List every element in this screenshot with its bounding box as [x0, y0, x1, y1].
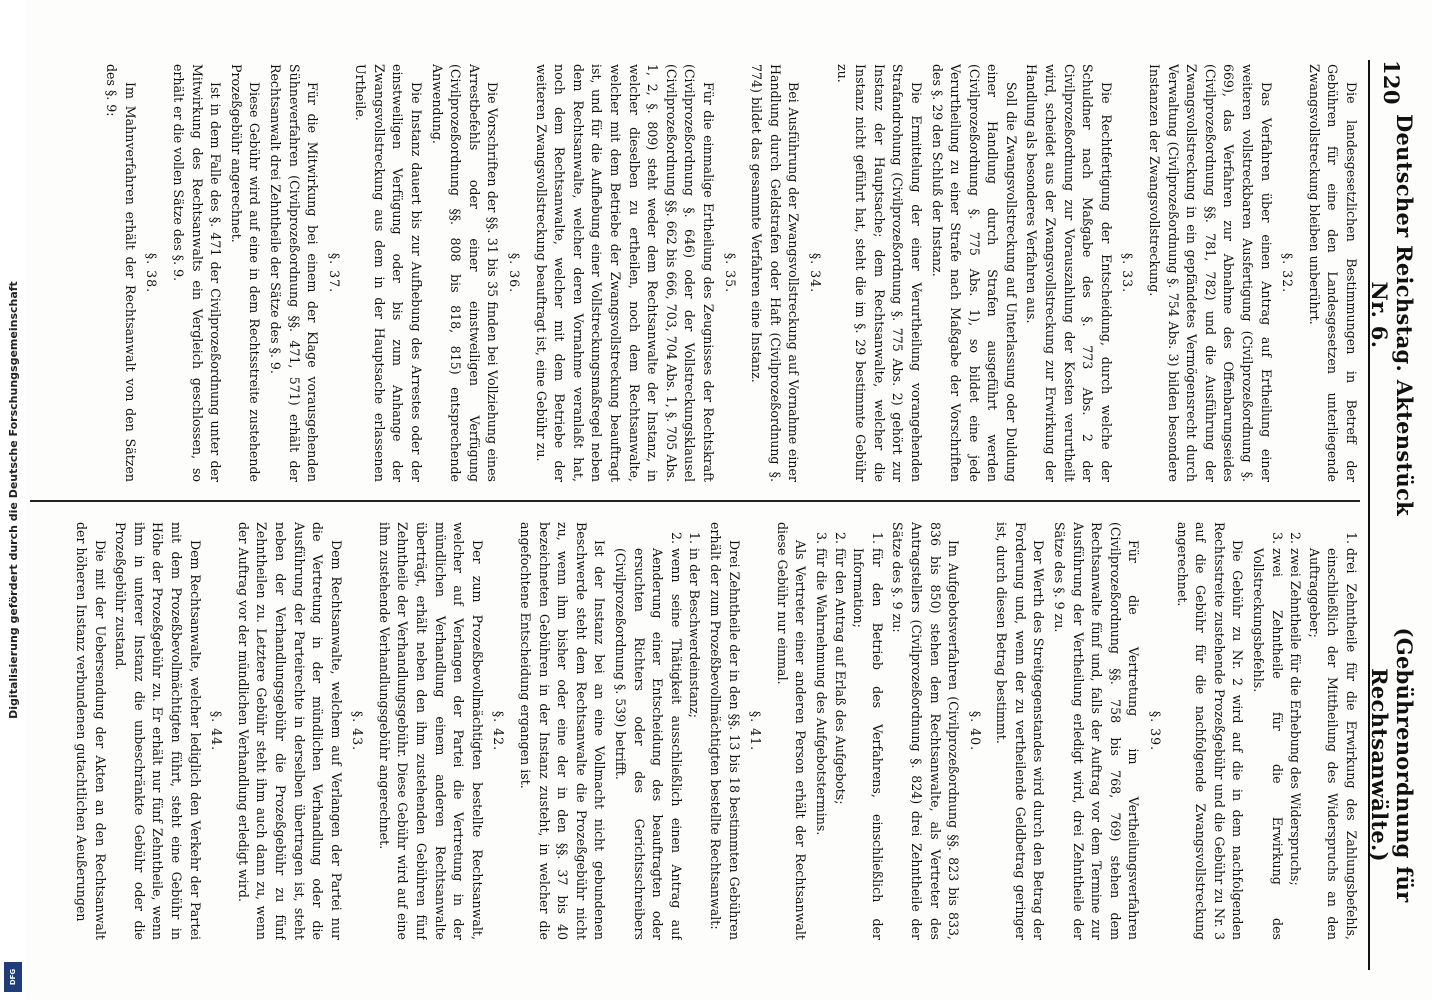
numbered-list: [610, 522, 703, 940]
section-heading: §. 32.: [1280, 252, 1296, 294]
paragraph: Die Ermittelung der einer Verurtheilung vorangehenden Strafandrohung (Civilprozeßordnung §. 775 Abs. 2) gehört zur Instanz der Hauptsache; dem Rechtsanwalte, welcher die Instanz nicht geführt hat, steht die im §. 29 bestimmte Gebühr zu.: [834, 64, 924, 482]
section-heading: §. 38.: [144, 252, 160, 294]
right-text-column: [20, 522, 1360, 940]
paragraph: Dem Rechtsanwalte, welcher lediglich den Verkehr der Partei mit dem Prozeßbevollmächtigten führt, steht eine Gebühr in Höhe der Prozeßgebühr zu. Er erhält nur fünf Zehntheile, wenn ihm in unterer Instanz die unbeschränkte Gebühr oder die Prozeßgebühr zustand.: [113, 522, 203, 940]
list-item: 2. wenn seine Thätigkeit ausschließlich einen Antrag auf Aenderung einer Entscheidung des beauftragten oder ersuchten Richters oder des Gerichtsschreibers (Civilprozeßordnung §. 539) betrifft.: [610, 548, 684, 940]
paragraph: Bei Ausführung der Zwangsvollstreckung auf Vornahme einer Handlung durch Geldstrafen oder Haft (Civilprozeßordnung §. 774) bildet das gesammte Verfahren eine Instanz.: [749, 64, 802, 482]
paragraph: Die landesgesetzlichen Bestimmungen in Betreff der Gebühren für eine den Landesgesetzen unterliegende Zwangsvollstreckung bleiben unberührt.: [1306, 64, 1359, 482]
list-item: 1. in der Beschwerdeinstanz;: [685, 548, 704, 940]
list-item: 3. für die Wahrnehmung des Aufgebotstermins.: [811, 548, 830, 940]
paragraph: Die Vorschriften der §§. 31 bis 35 finden bei Vollziehung eines Arrestbefehls oder einer einstweiligen Verfügung (Civilprozeßordnung §§. 808 bis 818, 815) entsprechende Anwendung.: [429, 64, 501, 482]
dfg-logo: [4, 962, 22, 992]
paragraph: Ist in dem Falle des §. 471 der Civilprozeßordnung unter der Mitwirkung des Rechtsanwalts ein Vergleich geschlossen, so erhält er die vollen Sätze des §. 9.: [170, 64, 224, 482]
paragraph: Die mit der Uebersendung der Akten an den Rechtsanwalt der höheren Instanz verbundenen gutachtlichen Aeußerungen: [74, 522, 108, 940]
section-heading: §. 41.: [748, 710, 764, 752]
section-heading: §. 35.: [722, 252, 738, 294]
paragraph: Die Gebühr zu Nr. 2 wird auf die in dem nachfolgenden Rechtsstreite zustehende Prozeßgebühr und die Gebühr zu Nr. 3 auf die Gebühr für die nachfolgende Zwangsvollstreckung angerechnet.: [1174, 522, 1246, 940]
digitization-sidebar: [0, 0, 26, 1000]
section-heading: §. 34.: [807, 252, 823, 294]
paragraph: Der zum Prozeßbevollmächtigten bestellte Rechtsanwalt, welcher auf Verlangen der Partei die Vertretung in der mündlichen Verhandlung einem anderen Rechtsanwalte überträgt, erhält neben den ihm zustehenden Gebühren fünf Zehntheile der Verhandlungsgebühr. Diese Gebühr wird auf eine ihm zustehende Verhandlungsgebühr angerechnet.: [376, 522, 485, 940]
column-divider: [30, 500, 1360, 502]
section-heading: §. 42.: [491, 710, 507, 752]
section-heading: §. 40.: [967, 710, 983, 752]
left-text-column: [20, 64, 1360, 482]
paragraph: Die Instanz dauert bis zur Aufhebung des Arrestes oder der einstweiligen Verfügung oder bis zum Anhange der Zwangsvollstreckung aus dem in der Hauptsache erlassenen Urtheile.: [353, 64, 425, 482]
dfg-logo-text: DFG: [9, 968, 17, 986]
list-item: 2. zwei Zehntheile für die Erhebung des Widerspruchs;: [1286, 548, 1305, 940]
paragraph: Drei Zehntheile der in den §§. 13 bis 18 bestimmten Gebühren erhält der zum Prozeßbevollmächtigten bestellte Rechtsanwalt:: [708, 522, 742, 940]
section-heading: §. 37.: [326, 252, 342, 294]
numbered-list: [1248, 522, 1360, 940]
paragraph: Die Rechtfertigung der Entscheidung, durch welche der Schuldner nach Maßgabe des §. 773 Abs. 2 der Civilprozeßordnung zur Vorauszahlung der Kosten verurtheilt wird, scheidet aus der Zwangsvollstreckung zur Erwirkung der Handlung als besonderes Verfahren aus.: [1024, 64, 1114, 482]
paragraph: Diese Gebühr wird auf eine in dem Rechtsstreite zustehende Prozeßgebühr angerechnet.: [228, 64, 263, 482]
paragraph: Im Mahnverfahren erhält der Rechtsanwalt von den Sätzen des §. 9:: [104, 64, 138, 482]
paragraph: Für die einmalige Ertheilung des Zeugnisses der Rechtskraft (Civilprozeßordnung §. 646) oder der Vollstreckungsklausel (Civilprozeßordnung §§. 662 bis 666, 703, 704 Abs. 1, §. 705 Abs. 1, 2, §. 809) steht weder dem Rechtsanwalte der Instanz, in welcher dieselben zu ertheilen, noch dem Rechtsanwalte, welcher mit dem Betriebe der Zwangsvollstreckung beauftragt ist, und für die Aufhebung einer Vollstreckungsmaßregel neben dem Rechtsanwalte, welcher deren Vornahme veranlaßt hat, noch dem Rechtsanwalte, welcher mit dem Betriebe der weiteren Zwangsvollstreckung beauftragt ist, eine Gebühr zu.: [533, 64, 716, 482]
digitization-note: Digitalisierung gefördert durch die Deutsche Forschungsgemeinschaft: [6, 281, 20, 719]
paragraph: Ist der Instanz bei an eine Vollmacht nicht gebundenen Beschwerde steht dem Rechtsanwalte die Prozeßgebühr nicht zu, wenn ihm bisher oder eine der in den §§. 37 bis 40 bezeichneten Gebühren in der Instanz zusteht, in welcher die angefochtene Entscheidung ergangen ist.: [518, 522, 608, 940]
paragraph: Soll die Zwangsvollstreckung auf Unterlassung oder Duldung einer Handlung durch Strafen ausgeführt werden (Civilprozeßordnung §. 775 Abs. 1), so bildet eine jede Verurtheilung zu einer Strafe nach Maßgabe der Vorschriften des §. 29 den Schluß der Instanz.: [929, 64, 1019, 482]
section-heading: §. 44.: [209, 710, 225, 752]
header-left-title: Deutscher Reichstag. Aktenstück Nr. 6.: [1367, 113, 1417, 517]
section-heading: §. 39.: [1148, 710, 1164, 752]
paragraph: Als Vertreter einer anderen Person erhält der Rechtsanwalt diese Gebühr nur einmal.: [774, 522, 809, 940]
section-heading: §. 43.: [350, 710, 366, 752]
list-item: 3. zwei Zehntheile für die Erwirkung des Vollstreckungsbefehls.: [1248, 548, 1285, 940]
list-item: 1. drei Zehntheile für die Erwirkung des Zahlungsbefehls, einschließlich der Mittheilung des Widerspruchs an den Auftraggeber;: [1304, 548, 1360, 940]
paragraph: Für die Vertretung im Vertheilungsverfahren (Civilprozeßordnung §§. 758 bis 768, 769) stehen dem Rechtsanwalte fünf und, falls der Auftrag vor dem Termine zur Ausführung der Vertheilung erledigt wird, drei Zehntheile der Sätze des §. 9 zu.: [1052, 522, 1142, 940]
paragraph: Das Verfahren über einen Antrag auf Ertheilung einer weiteren vollstreckbaren Ausfertigung (Civilprozeßordnung §. 669), das Verfahren zur Abnahme des Offenbarungseides (Civilprozeßordnung §§. 781, 782) und die Ausführung der Zwangsvollstreckung in ein gepfändetes Vermögensrecht durch Verwaltung (Civilprozeßordnung §. 754 Abs. 3) bilden besondere Instanzen der Zwangsvollstreckung.: [1147, 64, 1274, 482]
list-item: 2. für den Antrag auf Erlaß des Aufgebots;: [830, 548, 849, 940]
paragraph: Im Aufgebotsverfahren (Civilprozeßordnung §§. 823 bis 833, 836 bis 850) stehen dem Rechtsanwalte, als Vertreter des Antragstellers (Civilprozeßordnung §. 824) drei Zehntheile der Sätze des §. 9 zu:: [890, 522, 962, 940]
paragraph: Dem Rechtsanwalte, welchem auf Verlangen der Partei nur die Vertretung in der mündlichen Verhandlung oder die Ausführung der Parteirechte in derselben übertragen ist, steht neben der Verhandlungsgebühr die Prozeßgebühr zu fünf Zehntheilen zu. Letztere Gebühr steht ihm auch dann zu, wenn der Auftrag vor der mündlichen Verhandlung erledigt wird.: [235, 522, 344, 940]
section-heading: §. 33.: [1120, 252, 1136, 294]
numbered-list: [811, 522, 885, 940]
paragraph: Der Werth des Streitgegenstandes wird durch den Betrag der Forderung und, wenn der zu vertheilende Geldbetrag geringer ist, durch diesen Betrag bestimmt.: [994, 522, 1047, 940]
page-header: [1367, 60, 1417, 970]
page-number: 120: [1379, 60, 1405, 105]
header-right-title: (Gebührenordnung für Rechtsanwälte.): [1367, 627, 1417, 903]
paragraph: Für die Mitwirkung bei einem der Klage vorausgehenden Sühneverfahren (Civilprozeßordnung §§. 471, 571) erhält der Rechtsanwalt drei Zehntheile der Sätze des §. 9.: [267, 64, 321, 482]
list-item: 1. für den Betrieb des Verfahrens, einschließlich der Information;: [849, 548, 886, 940]
section-heading: §. 36.: [507, 252, 523, 294]
